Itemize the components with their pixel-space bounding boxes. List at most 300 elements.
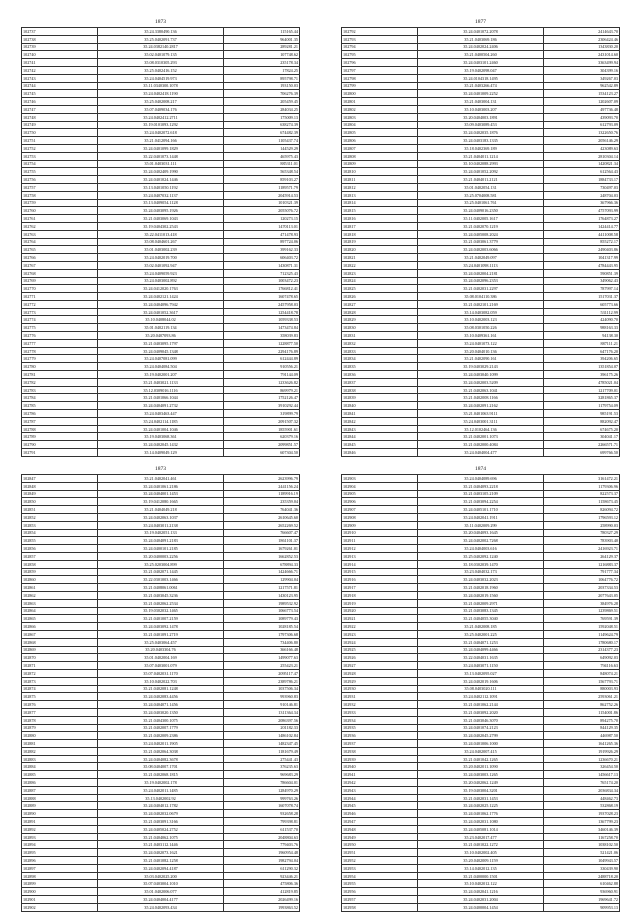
code-cell: 35.21.0401022.1272 [417, 841, 544, 849]
code-cell: 35.21.0404011.1214 [417, 152, 544, 160]
table-row [22, 755, 300, 763]
code-cell: 35.21.0402031.1453 [417, 794, 544, 802]
code-cell: 35.08.0404601.267 [97, 238, 224, 246]
code-cell: 35.24.0402063.1037 [97, 513, 224, 521]
amount-cell: 699766.50 [544, 449, 620, 457]
amount-cell: 1167258.70 [544, 833, 620, 841]
table-row [342, 584, 620, 592]
code-cell: 35.24.0402041.1911 [417, 513, 544, 521]
row-id-cell: 102812 [342, 183, 418, 191]
amount-cell: 1592048.51 [544, 623, 620, 631]
row-id-cell: 102898 [22, 872, 98, 880]
amount-cell: 1037506.34 [224, 685, 300, 693]
code-cell: 35.24.0402418.1190 [97, 90, 224, 98]
table-row [22, 896, 300, 904]
code-cell: 35.21.0403046.3070 [417, 716, 544, 724]
row-id-cell: 102929 [342, 677, 418, 685]
amount-cell: 1662852.53 [224, 552, 300, 560]
table-row [22, 300, 300, 308]
row-id-cell: 102783 [22, 386, 98, 394]
table-row [342, 355, 620, 363]
amount-cell: 1003472.23 [224, 277, 300, 285]
table-row [342, 513, 620, 521]
code-cell: 35.25.0203004.899 [97, 560, 224, 568]
row-id-cell: 102955 [342, 880, 418, 888]
table-row [342, 482, 620, 490]
amount-cell: 17824.25 [224, 66, 300, 74]
amount-cell: 3363499.94 [544, 59, 620, 67]
table-row [342, 35, 620, 43]
table-row [22, 98, 300, 106]
row-id-cell: 102762 [22, 222, 98, 230]
row-id-cell: 102790 [22, 441, 98, 449]
row-id-cell: 102835 [342, 363, 418, 371]
table-row [22, 568, 300, 576]
amount-cell: 115165.44 [224, 28, 300, 36]
row-id-cell: 102947 [342, 818, 418, 826]
code-cell: 35.24.0404001.1453 [97, 490, 224, 498]
table-row [342, 410, 620, 418]
amount-cell: 1420821.34 [544, 160, 620, 168]
code-cell: 35.24.0401061.2186 [97, 482, 224, 490]
table-row [342, 786, 620, 794]
amount-cell: 2389786.21 [224, 677, 300, 685]
amount-cell: 1041317.99 [544, 254, 620, 262]
code-cell: 35.19.0403029.2143 [417, 363, 544, 371]
data-table [341, 27, 620, 457]
code-cell: 35.24.0409016.2350 [417, 207, 544, 215]
table-row [342, 537, 620, 545]
code-cell: 35.21.0403092.2020 [417, 708, 544, 716]
row-id-cell: 102781 [22, 371, 98, 379]
row-id-cell: 102841 [342, 410, 418, 418]
amount-cell: 848074.21 [544, 669, 620, 677]
amount-cell: 910146.81 [224, 701, 300, 709]
amount-cell: 531112.99 [544, 308, 620, 316]
code-cell: 35.21.0402068.1815 [97, 771, 224, 779]
table-row [342, 724, 620, 732]
code-cell: 35.24.0401073.122 [417, 339, 544, 347]
code-cell: 35.24.0402011.1485 [97, 786, 224, 794]
table-row [342, 755, 620, 763]
code-cell: 35.25.0402008.217 [97, 98, 224, 106]
row-id-cell: 102774 [22, 316, 98, 324]
code-cell: 35.21.0402041.461 [97, 475, 224, 483]
code-cell: 35.24.0401006.1000 [417, 740, 544, 748]
table-row [22, 261, 300, 269]
amount-cell: 2610645.60 [224, 513, 300, 521]
row-id-cell: 102876 [22, 701, 98, 709]
code-cell: 35.22.0411013.418 [97, 230, 224, 238]
table-row [342, 191, 620, 199]
row-id-cell: 102808 [342, 152, 418, 160]
amount-cell: 1343830.20 [544, 43, 620, 51]
amount-cell: 1679261.01 [224, 545, 300, 553]
row-id-cell: 102799 [342, 82, 418, 90]
table-row [342, 332, 620, 340]
row-id-cell: 102925 [342, 646, 418, 654]
amount-cell: 1066773.54 [224, 607, 300, 615]
amount-cell: 1430123.95 [224, 591, 300, 599]
amount-cell: 1236670.21 [544, 755, 620, 763]
amount-cell: 1179754.09 [544, 402, 620, 410]
table-row [342, 160, 620, 168]
table-row [22, 308, 300, 316]
table-row [342, 506, 620, 514]
table-row [22, 693, 300, 701]
row-id-cell: 102784 [22, 394, 98, 402]
table-row [342, 441, 620, 449]
table-row [22, 747, 300, 755]
table-row [22, 630, 300, 638]
row-id-cell: 102786 [22, 410, 98, 418]
table-row [22, 402, 300, 410]
amount-cell: 764041.36 [224, 506, 300, 514]
code-cell: 35.10.0409361.161 [417, 332, 544, 340]
amount-cell: 446987.50 [544, 732, 620, 740]
table-row [22, 90, 300, 98]
amount-cell: 4784443.95 [544, 261, 620, 269]
table-row [22, 394, 300, 402]
row-id-cell: 102849 [22, 490, 98, 498]
amount-cell: 2095117.47 [224, 669, 300, 677]
row-id-cell: 102763 [22, 230, 98, 238]
table-row [22, 701, 300, 709]
row-id-cell: 102830 [342, 324, 418, 332]
row-id-cell: 102752 [22, 144, 98, 152]
row-id-cell: 102848 [22, 482, 98, 490]
amount-cell: 611290.32 [224, 864, 300, 872]
row-id-cell: 102872 [22, 669, 98, 677]
row-id-cell: 102939 [342, 755, 418, 763]
table-row [342, 207, 620, 215]
code-cell: 35.24.0403071.1150 [417, 662, 544, 670]
amount-cell: 1158673.45 [544, 498, 620, 506]
code-cell: 35.21.0402008.185 [417, 623, 544, 631]
row-id-cell: 102930 [342, 685, 418, 693]
code-cell: 35.21.0403112.1446 [97, 841, 224, 849]
amount-cell: 605773.66 [544, 300, 620, 308]
code-cell: 35.24.0407081.099 [97, 355, 224, 363]
table-row [22, 708, 300, 716]
table-row [342, 378, 620, 386]
table-row [22, 449, 300, 457]
row-id-cell: 102917 [342, 584, 418, 592]
row-id-cell: 102795 [342, 51, 418, 59]
row-id-cell: 102907 [342, 506, 418, 514]
code-cell: 35.24.0402094.4187 [97, 864, 224, 872]
code-cell: 35.25.0402092.1240 [417, 552, 544, 560]
table-row [342, 230, 620, 238]
amount-cell: 532868.19 [544, 802, 620, 810]
row-id-cell: 102877 [22, 708, 98, 716]
amount-cell: 205459.45 [224, 98, 300, 106]
amount-cell: 610462.88 [544, 880, 620, 888]
code-cell: 35.19.0403068.361 [97, 433, 224, 441]
code-cell: 35.24.0402045.1432 [97, 441, 224, 449]
amount-cell: 1089779.43 [224, 615, 300, 623]
row-id-cell: 102892 [22, 825, 98, 833]
code-cell: 35.21.0408061.0061 [97, 584, 224, 592]
table-row [342, 137, 620, 145]
table-row [22, 552, 300, 560]
row-id-cell: 102844 [342, 433, 418, 441]
amount-cell: 1228877.50 [224, 339, 300, 347]
table-row [22, 662, 300, 670]
table-row [22, 121, 300, 129]
code-cell: 35.13.0402002.92 [97, 794, 224, 802]
amount-cell: 1766812.41 [224, 285, 300, 293]
row-id-cell: 102851 [22, 506, 98, 514]
amount-cell: 394206.65 [544, 355, 620, 363]
code-cell: 35.10.0403003.207 [417, 105, 544, 113]
table-row [342, 560, 620, 568]
row-id-cell: 102822 [342, 261, 418, 269]
table-row [22, 880, 300, 888]
code-cell: 35.25.0402001.225 [417, 630, 544, 638]
code-cell: 35.21.0403083.1345 [417, 607, 544, 615]
code-cell: 35.20.0404093.1645 [417, 529, 544, 537]
row-id-cell: 102750 [22, 129, 98, 137]
amount-cell: 2488718.20 [544, 872, 620, 880]
code-cell: 35.24.0402045.2799 [417, 732, 544, 740]
row-id-cell: 102949 [342, 833, 418, 841]
table-row [342, 669, 620, 677]
table-row [342, 864, 620, 872]
row-id-cell: 102941 [342, 771, 418, 779]
code-cell: 35.02.0401092.947 [97, 261, 224, 269]
table-row [22, 35, 300, 43]
amount-cell: 786604.01 [224, 779, 300, 787]
amount-cell: 3910292.44 [224, 402, 300, 410]
table-row [22, 410, 300, 418]
amount-cell: 1254418.78 [224, 308, 300, 316]
code-cell: 35.24.0403032.2023 [417, 576, 544, 584]
table-row [22, 599, 300, 607]
row-id-cell: 102911 [342, 537, 418, 545]
row-id-cell: 102862 [22, 591, 98, 599]
table-row [22, 490, 300, 498]
code-cell: 35.21.0404071.1253 [417, 638, 544, 646]
table-row [22, 482, 300, 490]
row-id-cell: 102800 [342, 90, 418, 98]
code-cell: 35.21.0400504.260 [417, 51, 544, 59]
page-title: 1877 [475, 19, 486, 25]
code-cell: 35.19.0404302.2543 [97, 222, 224, 230]
data-table [21, 27, 300, 457]
row-id-cell: 102825 [342, 285, 418, 293]
row-id-cell: 102953 [342, 864, 418, 872]
amount-cell: 4785021.04 [544, 378, 620, 386]
amount-cell: 2036834.34 [544, 786, 620, 794]
code-cell: 35.01.0403002.239 [97, 246, 224, 254]
table-row [342, 394, 620, 402]
amount-cell: 304399.16 [544, 66, 620, 74]
table-row [342, 740, 620, 748]
table-row [22, 825, 300, 833]
row-id-cell: 102840 [342, 402, 418, 410]
amount-cell: 882092.47 [544, 417, 620, 425]
row-id-cell: 102957 [342, 896, 418, 904]
table-row [22, 339, 300, 347]
amount-cell: 969683.29 [224, 771, 300, 779]
table-row [22, 105, 300, 113]
table-row [22, 152, 300, 160]
row-id-cell: 102785 [22, 402, 98, 410]
code-cell: 35.12.0102464.136 [417, 425, 544, 433]
code-cell: 35.21.0404011.2121 [417, 176, 544, 184]
amount-cell: 1517031.37 [544, 293, 620, 301]
table-row [22, 560, 300, 568]
code-cell: 35.01.0402054.131 [417, 183, 544, 191]
table-row [342, 261, 620, 269]
amount-cell: 1473474.84 [224, 324, 300, 332]
table-row [22, 129, 300, 137]
amount-cell: 1607478.65 [224, 293, 300, 301]
amount-cell: 1189571.79 [224, 183, 300, 191]
amount-cell: 2652269.52 [224, 521, 300, 529]
code-cell: 35.24.0404012.1782 [97, 802, 224, 810]
table-row [342, 113, 620, 121]
table-row [22, 794, 300, 802]
code-cell: 35.24.0401074.2123 [417, 724, 544, 732]
row-id-cell: 102798 [342, 74, 418, 82]
table-row [22, 685, 300, 693]
code-cell: 35.21.0403095.1797 [97, 339, 224, 347]
table-row [342, 607, 620, 615]
row-id-cell: 102753 [22, 152, 98, 160]
row-id-cell: 102771 [22, 293, 98, 301]
row-id-cell: 102839 [342, 394, 418, 402]
code-cell: 35.21.0400000.1501 [417, 872, 544, 880]
code-cell: 35.21.0401007.2159 [97, 615, 224, 623]
table-row [342, 316, 620, 324]
code-cell: 35.24.0404091.2732 [97, 402, 224, 410]
amount-cell: 120273.15 [224, 215, 300, 223]
table-row [22, 363, 300, 371]
amount-cell: 2055076.72 [224, 207, 300, 215]
code-cell: 35.24.0403003.1265 [417, 771, 544, 779]
row-id-cell: 102878 [22, 716, 98, 724]
code-cell: 35.21.0401062.2144 [417, 701, 544, 709]
amount-cell: 780327.29 [544, 529, 620, 537]
amount-cell: 909953.13 [544, 903, 620, 911]
table-row [342, 896, 620, 904]
table-row [342, 888, 620, 896]
table-row [22, 740, 300, 748]
amount-cell: 897724.06 [224, 238, 300, 246]
code-cell: 35.24.0402032.0679 [97, 810, 224, 818]
row-id-cell: 102895 [22, 849, 98, 857]
amount-cell: 439093.70 [544, 113, 620, 121]
row-id-cell: 102780 [22, 363, 98, 371]
row-id-cell: 102919 [342, 599, 418, 607]
code-cell: 35.24.0402035.1876 [417, 129, 544, 137]
code-cell: 35.18.0402369.189 [417, 144, 544, 152]
table-row [22, 864, 300, 872]
table-row [342, 363, 620, 371]
table-row [342, 144, 620, 152]
row-id-cell: 102863 [22, 599, 98, 607]
amount-cell: 674482.39 [224, 129, 300, 137]
amount-cell: 4757093.99 [544, 207, 620, 215]
amount-cell: 349267.03 [544, 74, 620, 82]
code-cell: 35.10.0402088.2993 [417, 160, 544, 168]
amount-cell: 1797306.68 [224, 630, 300, 638]
code-cell: 35.21.0401066.1044 [97, 394, 224, 402]
table-row [22, 607, 300, 615]
amount-cell: 1993863.52 [224, 903, 300, 911]
row-id-cell: 102901 [22, 896, 98, 904]
amount-cell: 1470113.01 [224, 222, 300, 230]
table-row [342, 168, 620, 176]
code-cell: 35.14.0409049.129 [97, 449, 224, 457]
amount-cell: 1284970.29 [224, 786, 300, 794]
row-id-cell: 102873 [22, 677, 98, 685]
amount-cell: 349062.43 [544, 277, 620, 285]
row-id-cell: 102745 [22, 90, 98, 98]
row-id-cell: 102810 [342, 168, 418, 176]
amount-cell: 826094.72 [544, 506, 620, 514]
code-cell: 35.24.0403020.1350 [97, 708, 224, 716]
row-id-cell: 102770 [22, 285, 98, 293]
code-cell: 35.24.0404004.477 [417, 449, 544, 457]
page-title: 1874 [475, 466, 486, 472]
amount-cell: 1796593.12 [544, 513, 620, 521]
code-cell: 35.21.0404055.3040 [417, 615, 544, 623]
table-row [342, 677, 620, 685]
table-row [342, 568, 620, 576]
table-row [342, 638, 620, 646]
row-id-cell: 102846 [342, 449, 418, 457]
row-id-cell: 102742 [22, 66, 98, 74]
row-id-cell: 102747 [22, 105, 98, 113]
code-cell: 35.24.0401009.2252 [417, 90, 544, 98]
amount-cell: 1482347.45 [224, 740, 300, 748]
code-cell: 35.24.0409045.1348 [97, 347, 224, 355]
amount-cell: 1752126.47 [224, 394, 300, 402]
amount-cell: 962542.89 [544, 82, 620, 90]
row-id-cell: 102803 [342, 113, 418, 121]
table-row [342, 82, 620, 90]
row-id-cell: 102749 [22, 121, 98, 129]
row-id-cell: 102900 [22, 888, 98, 896]
amount-cell: 1430871.31 [224, 261, 300, 269]
code-cell: 35.20.0404010.136 [417, 347, 544, 355]
amount-cell: 304041.17 [544, 433, 620, 441]
row-id-cell: 102740 [22, 51, 98, 59]
code-cell: 35.24.0402031.2004 [417, 896, 544, 904]
row-id-cell: 102906 [342, 498, 418, 506]
row-id-cell: 102938 [342, 747, 418, 755]
table-row [342, 747, 620, 755]
row-id-cell: 102782 [22, 378, 98, 386]
row-id-cell: 102928 [342, 669, 418, 677]
code-cell: 35.01.0402006.077 [97, 888, 224, 896]
table-row [22, 576, 300, 584]
row-id-cell: 102809 [342, 160, 418, 168]
amount-cell: 1764873.27 [544, 215, 620, 223]
amount-cell: 988163.33 [544, 324, 620, 332]
table-row [22, 199, 300, 207]
row-id-cell: 102887 [22, 786, 98, 794]
code-cell: 35.21.0402031.2297 [417, 285, 544, 293]
row-id-cell: 102854 [22, 529, 98, 537]
table-row [342, 129, 620, 137]
table-row [22, 513, 300, 521]
table-row [22, 347, 300, 355]
row-id-cell: 102764 [22, 238, 98, 246]
